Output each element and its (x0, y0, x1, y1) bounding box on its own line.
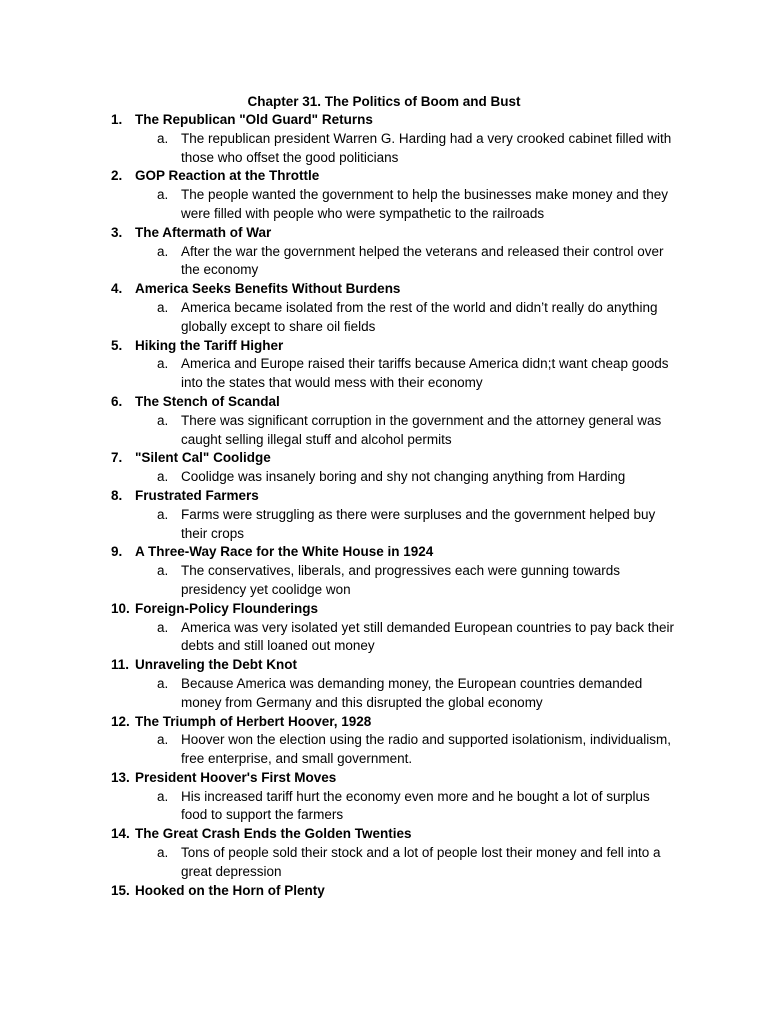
subpoint-text: Tons of people sold their stock and a lot of people lost their money and fell into a great depression (181, 845, 661, 879)
section-heading (111, 600, 691, 619)
section-heading (111, 825, 691, 844)
section-subpoint (111, 675, 691, 713)
subpoint-text: America became isolated from the rest of the world and didn’t really do anything globally except to share oil fields (181, 299, 658, 334)
outline-section (111, 449, 691, 487)
outline-section (111, 825, 691, 881)
section-heading-text: GOP Reaction at the Throttle (135, 168, 320, 184)
section-number: 8. (111, 487, 123, 503)
chapter-outline (111, 111, 691, 900)
subpoint-letter: a. (157, 732, 169, 748)
outline-section (111, 656, 691, 712)
section-heading (111, 543, 691, 562)
section-heading-text: The Great Crash Ends the Golden Twenties (135, 826, 412, 842)
subpoint-letter: a. (157, 243, 169, 259)
section-heading-text: Foreign-Policy Flounderings (135, 600, 319, 616)
outline-section (111, 543, 691, 599)
subpoint-letter: a. (157, 788, 169, 804)
subpoint-letter: a. (157, 675, 169, 691)
subpoint-letter: a. (157, 356, 169, 372)
section-number: 11. (111, 657, 130, 673)
section-heading (111, 882, 691, 901)
section-number: 7. (111, 450, 123, 466)
section-heading (111, 769, 691, 788)
section-number: 5. (111, 337, 123, 353)
section-heading-text: A Three-Way Race for the White House in 1924 (135, 544, 434, 560)
section-heading (111, 167, 691, 186)
subpoint-text: America and Europe raised their tariffs because America didn;t want cheap goods into the states that would mess with their economy (181, 356, 669, 391)
section-heading (111, 449, 691, 468)
section-number: 1. (111, 112, 123, 127)
subpoint-text: Because America was demanding money, the European countries demanded money from Germany and this disrupted the global economy (181, 675, 643, 710)
section-number: 15. (111, 882, 130, 898)
section-heading-text: President Hoover's First Moves (135, 769, 337, 785)
section-subpoint (111, 355, 691, 393)
subpoint-text: His increased tariff hurt the economy even more and he bought a lot of surplus food to support the farmers (181, 788, 650, 823)
outline-section (111, 167, 691, 223)
section-number: 14. (111, 826, 130, 842)
outline-section (111, 769, 691, 825)
subpoint-text: There was significant corruption in the government and the attorney general was caught selling illegal stuff and alcohol permits (181, 412, 662, 447)
subpoint-letter: a. (157, 412, 169, 428)
subpoint-letter: a. (157, 506, 169, 522)
section-heading-text: The Aftermath of War (135, 224, 272, 240)
section-number: 12. (111, 713, 130, 729)
section-heading-text: Hooked on the Horn of Plenty (135, 882, 325, 898)
section-subpoint (111, 186, 691, 224)
outline-section (111, 224, 691, 280)
outline-section (111, 111, 691, 167)
outline-section (111, 487, 691, 543)
section-subpoint (111, 844, 691, 882)
section-subpoint (111, 731, 691, 769)
section-subpoint (111, 788, 691, 826)
subpoint-text: The people wanted the government to help the businesses make money and they were filled with people who were sympathetic to the railroads (181, 187, 669, 221)
subpoint-letter: a. (157, 299, 169, 315)
subpoint-letter: a. (157, 469, 169, 485)
section-heading (111, 487, 691, 506)
section-subpoint (111, 562, 691, 600)
subpoint-letter: a. (157, 130, 169, 146)
outline-section (111, 600, 691, 656)
section-subpoint (111, 130, 691, 168)
document-title: Chapter 31. The Politics of Boom and Bust (247, 94, 521, 109)
outline-section (111, 713, 691, 769)
outline-section (111, 393, 691, 449)
section-number: 13. (111, 769, 130, 785)
section-heading (111, 224, 691, 243)
section-heading (111, 393, 691, 412)
subpoint-letter: a. (157, 187, 169, 203)
section-subpoint (111, 619, 691, 657)
section-subpoint (111, 243, 691, 281)
section-heading (111, 280, 691, 299)
section-heading (111, 713, 691, 732)
section-number: 2. (111, 168, 123, 184)
section-number: 9. (111, 544, 123, 560)
subpoint-text: Hoover won the election using the radio and supported isolationism, individualism, free enterprise, and small government. (181, 732, 672, 767)
section-heading-text: The Stench of Scandal (135, 393, 280, 409)
outline-section (111, 337, 691, 393)
section-subpoint (111, 506, 691, 544)
subpoint-letter: a. (157, 619, 169, 635)
section-subpoint (111, 468, 691, 487)
section-heading-text: Frustrated Farmers (135, 487, 259, 503)
outline-section (111, 280, 691, 336)
section-heading-text: Unraveling the Debt Knot (135, 657, 298, 673)
outline-section (111, 882, 691, 901)
section-heading-text: The Triumph of Herbert Hoover, 1928 (135, 713, 372, 729)
section-heading-text: The Republican "Old Guard" Returns (135, 112, 373, 127)
subpoint-text: Farms were struggling as there were surpluses and the government helped buy their crops (181, 506, 656, 541)
section-heading (111, 337, 691, 356)
section-heading-text: America Seeks Benefits Without Burdens (135, 281, 401, 297)
subpoint-letter: a. (157, 845, 169, 861)
section-number: 10. (111, 600, 130, 616)
section-number: 6. (111, 393, 123, 409)
subpoint-text: After the war the government helped the veterans and released their control over the economy (181, 243, 664, 278)
section-subpoint (111, 299, 691, 337)
subpoint-text: Coolidge was insanely boring and shy not changing anything from Harding (181, 469, 626, 485)
subpoint-text: The conservatives, liberals, and progressives each were gunning towards presidency yet coolidge won (181, 563, 620, 597)
subpoint-text: America was very isolated yet still demanded European countries to pay back their debts and still loaned out money (181, 619, 675, 654)
section-subpoint (111, 412, 691, 450)
section-number: 3. (111, 224, 123, 240)
section-number: 4. (111, 281, 123, 297)
subpoint-letter: a. (157, 563, 169, 579)
section-heading (111, 111, 691, 130)
section-heading-text: Hiking the Tariff Higher (135, 337, 284, 353)
section-heading-text: "Silent Cal" Coolidge (135, 450, 271, 466)
subpoint-text: The republican president Warren G. Harding had a very crooked cabinet filled with those who offset the good politicians (181, 130, 672, 165)
section-heading (111, 656, 691, 675)
